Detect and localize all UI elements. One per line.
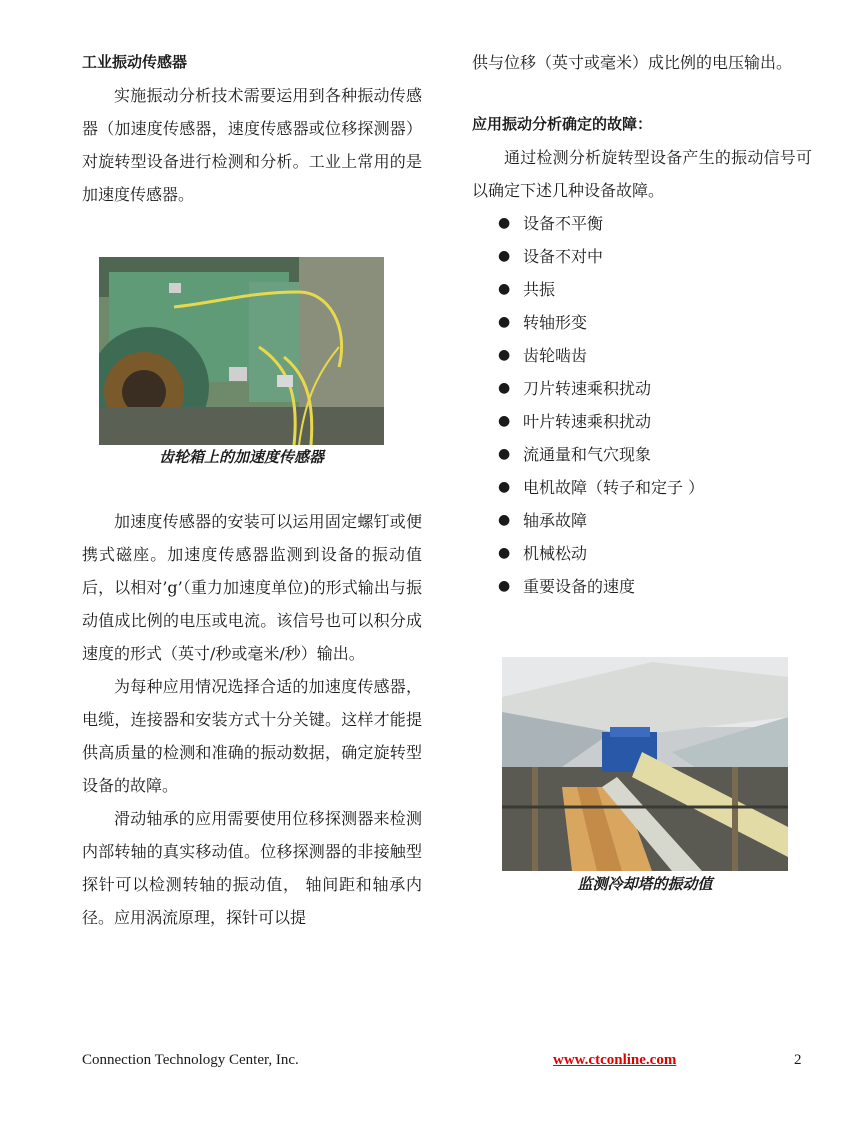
list-item: ● 电机故障（转子和定子 ） [498,478,705,497]
left-column [82,46,422,211]
paragraph-accelerometer-install: 加速度传感器的安装可以运用固定螺钉或便携式磁座。加速度传感器监测到设备的振动值后，以相对’g’（重力加速度单位)的形式输出与振动值成比例的电压或电流。该信号也可以积分成速度的形式（英寸/秒或毫米/秒）输出。 [82,512,422,663]
figure1-caption: 齿轮箱上的加速度传感器 [158,448,324,466]
list-item: ● 轴承故障 [498,511,588,530]
list-item: ● 转轴形变 [498,313,588,332]
section-heading-sensors: 工业振动传感器 [82,53,188,71]
figure2-caption: 监测冷却塔的振动值 [577,875,713,893]
footer-company: Connection Technology Center, Inc. [82,1052,299,1068]
fault-list [472,207,812,603]
paragraph-continued: 供与位移（英寸或毫米）成比例的电压输出。 [472,53,793,72]
list-item: ● 刀片转速乘积扰动 [498,379,652,398]
right-column [472,46,812,603]
list-item: ● 共振 [498,280,556,299]
page-number: 2 [794,1052,802,1068]
list-item: ● 流通量和气穴现象 [498,445,652,464]
cooling-tower-photo [502,657,788,871]
gearbox-sensor-photo [99,257,384,445]
left-column-lower [82,505,422,934]
paragraph-sensors-intro: 实施振动分析技术需要运用到各种振动传感器（加速度传感器，速度传感器或位移探测器）对旋转型设备进行检测和分析。工业上常用的是加速度传感器。 [82,86,422,204]
list-item: ● 设备不平衡 [498,214,604,233]
list-item: ● 重要设备的速度 [498,577,636,596]
paragraph-faults-intro: 通过检测分析旋转型设备产生的振动信号可以确定下述几种设备故障。 [472,148,812,200]
list-item: ● 齿轮啮齿 [498,346,588,365]
list-item: ● 叶片转速乘积扰动 [498,412,652,431]
paragraph-selection: 为每种应用情况选择合适的加速度传感器，电缆，连接器和安装方式十分关键。这样才能提供高质量的检测和准确的振动数据，确定旋转型设备的故障。 [82,677,422,795]
paragraph-displacement: 滑动轴承的应用需要使用位移探测器来检测内部转轴的真实移动值。位移探测器的非接触型探针可以检测转轴的振动值， 轴间距和轴承内径。应用涡流原理，探针可以提 [82,809,422,927]
list-item: ● 机械松动 [498,544,588,563]
footer-website-link[interactable]: www.ctconline.com [553,1052,677,1068]
section-heading-faults: 应用振动分析确定的故障： [472,115,653,133]
list-item: ● 设备不对中 [498,247,604,266]
